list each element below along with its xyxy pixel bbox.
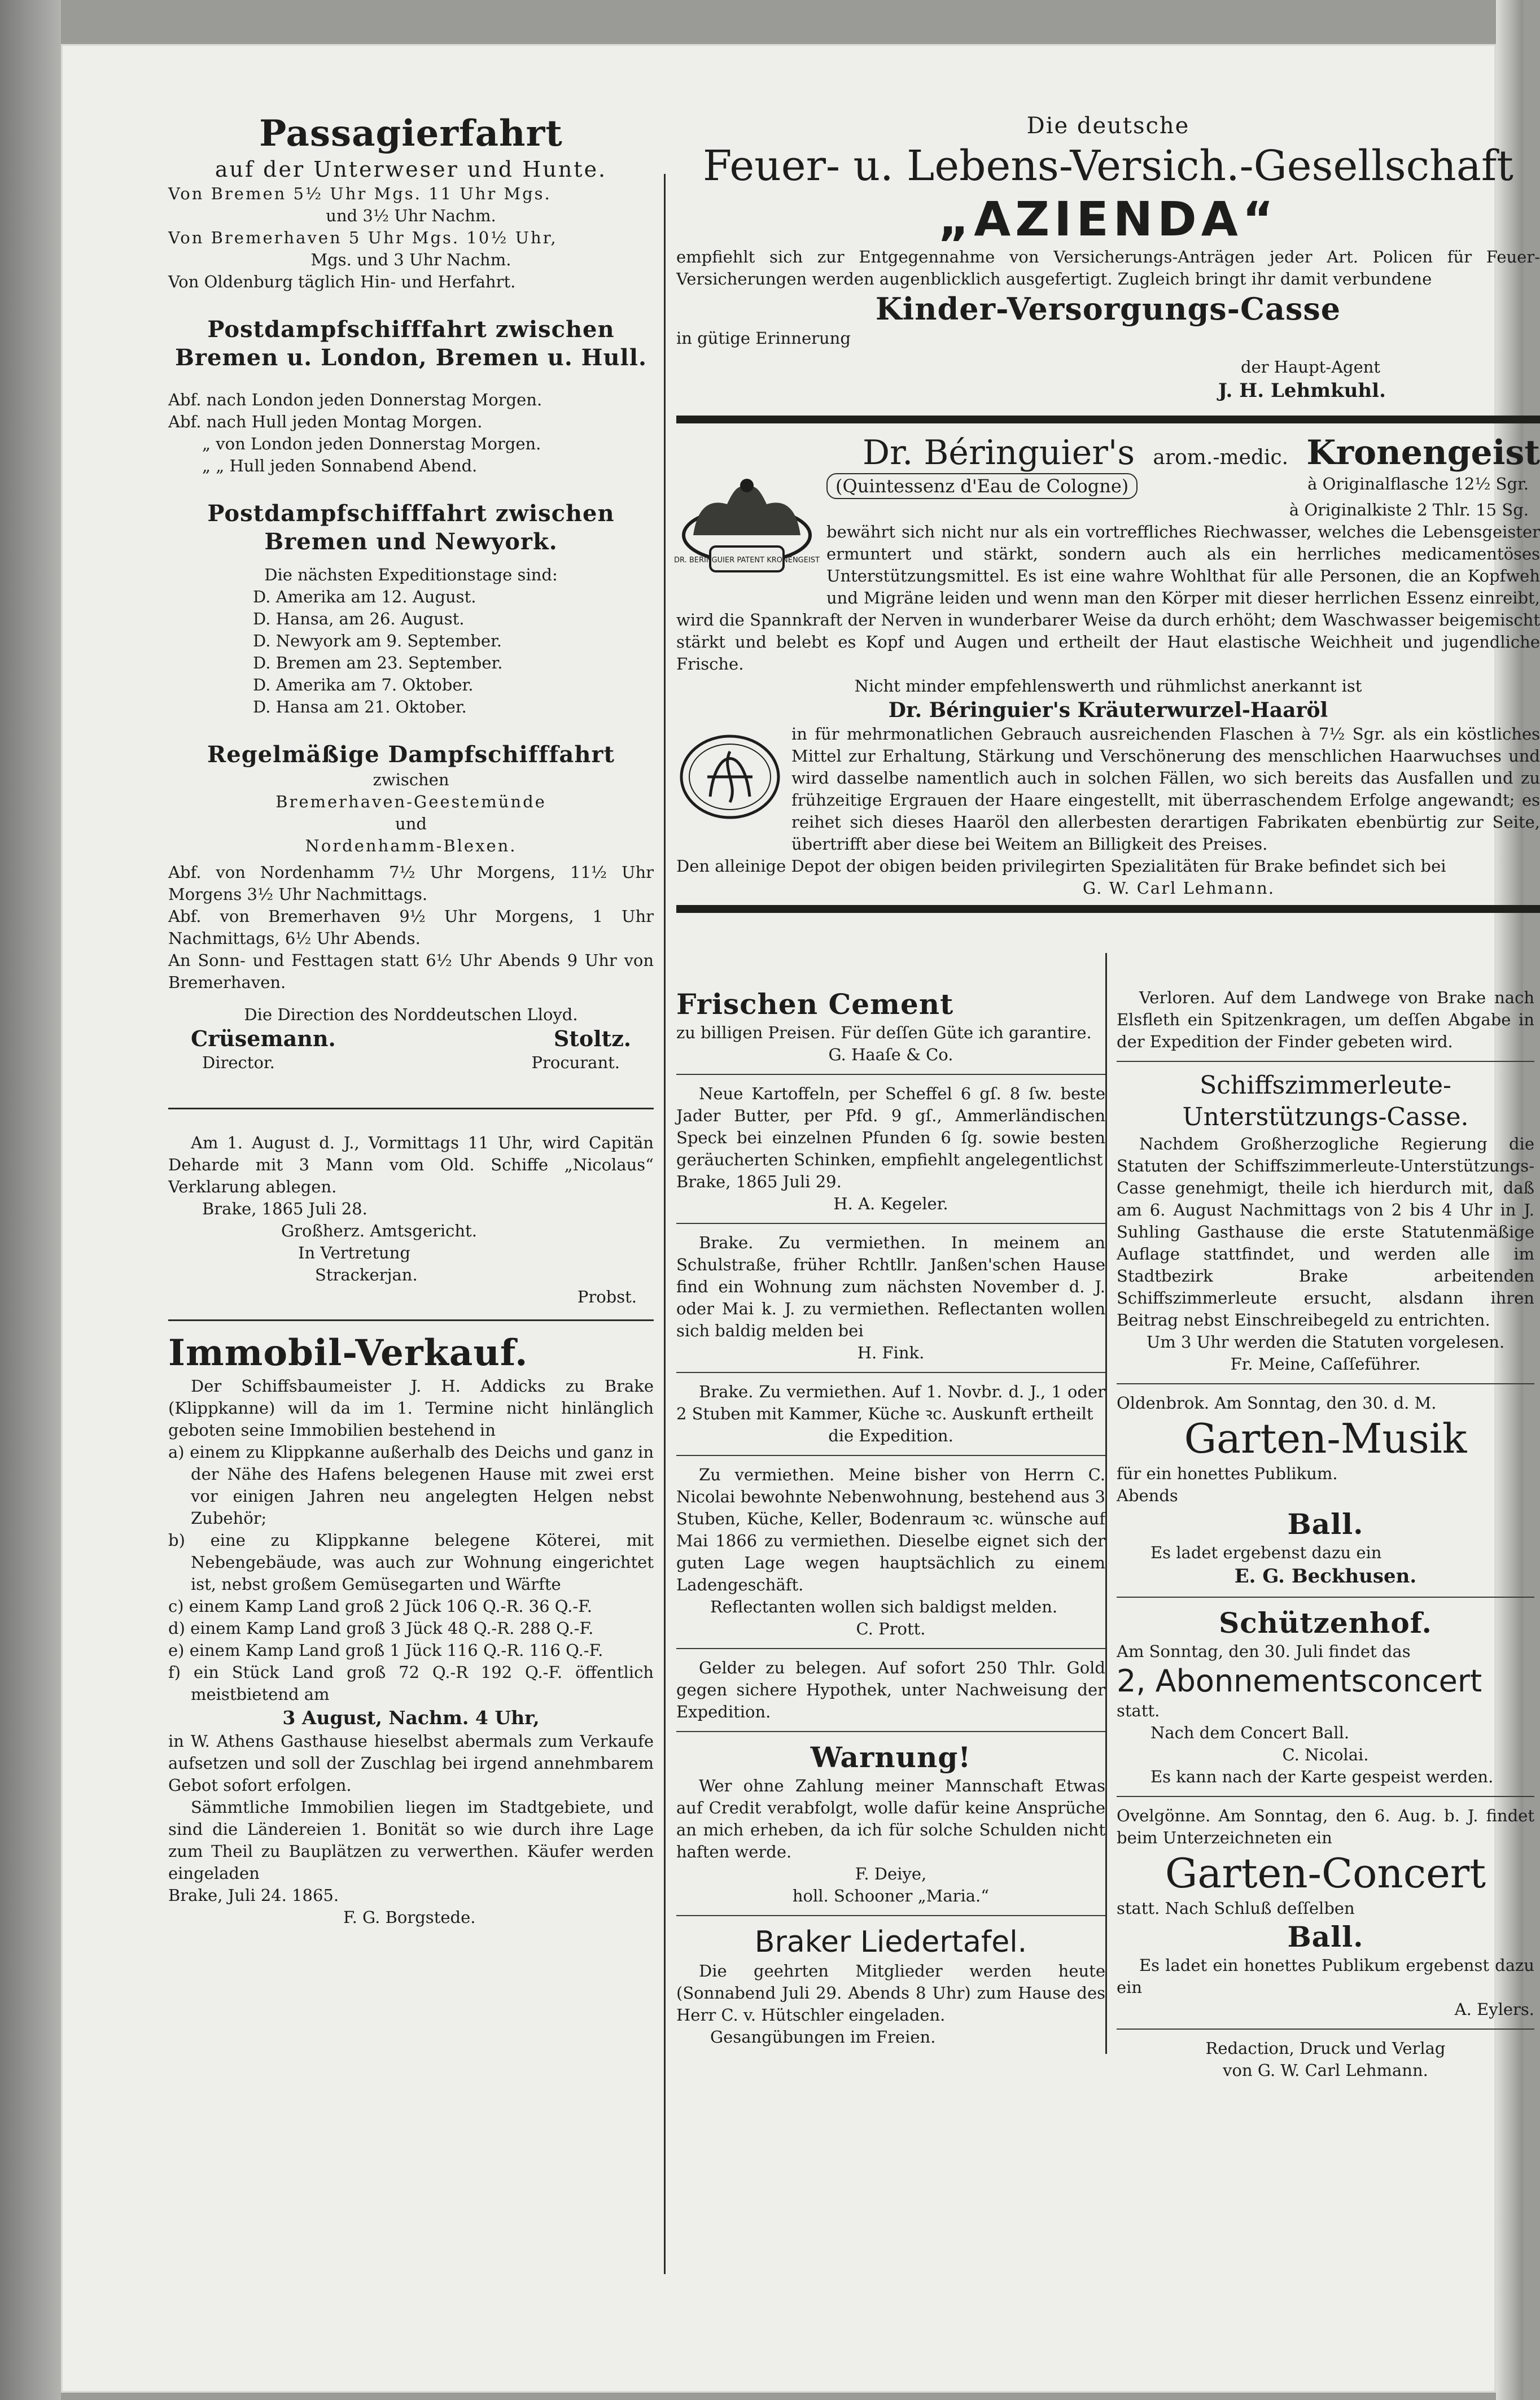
court-signer: Strackerjan. [315, 1265, 418, 1284]
garten-text: für ein honettes Publikum. [1117, 1464, 1338, 1483]
kronengeist-text2: in für mehrmonatlichen Gebrauch ausreichenden Flaschen à 7½ Sgr. als ein köstliches Mittel zur Erhaltung, Stärkung und Verschönerung des menschlichen Haarwuchses und wird dasselbe namentlich auch in solchen Fällen, wo sich bereits das Ausfallen und zu frühzeitige Ergrauen der Haare eingestellt, mit überraschendem Erfolge angewandt; es reihet sich dieses Haaröl den allerbesten derartigen Fabrikaten ebenbürtig zur Seite, übertrifft aber diese bei Weitem an Billigkeit des Preises. [791, 724, 1540, 854]
passagier-line: Mgs. und 3 Uhr Nachm. [310, 250, 511, 269]
newyork-intro: Die nächsten Expeditionstage sind: [264, 565, 558, 584]
regel-body: Abf. von Nordenhamm 7½ Uhr Morgens, 11½ Uhr Morgens 3½ Uhr Nachmittags. [168, 863, 654, 904]
newyork-line: D. Hansa am 21. Oktober. [253, 697, 467, 716]
newyork-title: Postdampfschifffahrt zwischen Bremen und Newyork. [207, 500, 615, 555]
court-vertretung: In Vertretung [298, 1243, 410, 1262]
azienda-ad [676, 112, 1540, 922]
immobil-item: b) eine zu Klippkanne belegene Köterei, mit Nebengebäude, was auch zur Wohnung eingerichtet ist, nebst großem Gemüsegarten und Wärfte [168, 1531, 654, 1594]
immobil-date: 3 August, Nachm. 4 Uhr, [282, 1707, 540, 1729]
passagier-title: Passagierfahrt [259, 112, 563, 155]
schuetzen-title: Schützenhof. [1219, 1606, 1432, 1640]
passagier-ad [168, 112, 654, 293]
azienda-text: empfiehlt sich zur Entgegennahme von Versicherungs-Anträgen jeder Art. Policen für Feuer-Versicherungen werden augenblicklich ausgefertigt. Zugleich bringt ihr damit verbundene [676, 247, 1540, 288]
section-rule [676, 1648, 1105, 1649]
vermiethen-text: Zu vermiethen. Meine bisher von Herrn C. Nicolai bewohnte Nebenwohnung, bestehend aus 3 Stuben, Küche, Keller, Bodenraum ꝛc. wünsche auf Mai 1866 zu vermiethen. Dieselbe eignet sich der guten Lage wegen hauptsächlich zu einem Ladengeschäft. [676, 1465, 1105, 1594]
regel-line: Nordenhamm-Blexen. [305, 836, 517, 855]
schuetzen-note: Es kann nach der Karte gespeist werden. [1150, 1767, 1494, 1786]
crown-emblem-icon [674, 473, 820, 592]
immobil-item: a) einem zu Klippkanne außerhalb des Deichs und ganz in der Nähe des Hafens belegenen Hause mit zwei erst vor einigen Jahren neu angelegten Helgen nebst Zubehör; [168, 1442, 654, 1528]
passagier-line: Von Bremerhaven 5 Uhr Mgs. 10½ Uhr, [168, 228, 558, 247]
section-rule [676, 1731, 1105, 1732]
court-place: Brake, 1865 Juli 28. [202, 1199, 368, 1218]
immobil-sign: F. G. Borgstede. [343, 1908, 476, 1927]
immobil-title: Immobil-Verkauf. [168, 1332, 528, 1374]
garten-ball: Ball. [1287, 1507, 1364, 1541]
section-rule [168, 1108, 654, 1109]
passagier-line: Von Bremen 5½ Uhr Mgs. 11 Uhr Mgs. [168, 184, 552, 203]
vermiethen-sign: H. Fink. [857, 1343, 925, 1362]
immobil-place: Brake, Juli 24. 1865. [168, 1886, 339, 1905]
kronengeist-also: Nicht minder empfehlenswerth und rühmlichst anerkannt ist [854, 676, 1362, 696]
regel-line: Bremerhaven-Geestemünde [275, 792, 546, 811]
kronengeist-arom: arom.-medic. [1153, 446, 1289, 469]
immobil-after2: Sämmtliche Immobilien liegen im Stadtgebiete, und sind die Ländereien 1. Bonität so wie durch ihre Lage zum Theil zu Bauplätzen zu verwerthen. Käufer werden eingeladen [168, 1798, 654, 1883]
column-rule-left [664, 174, 666, 2274]
newyork-line: D. Newyork am 9. September. [253, 631, 502, 650]
london-line: Abf. nach Hull jeden Montag Morgen. [168, 412, 483, 431]
imprint-line: Redaction, Druck und Verlag [1205, 2039, 1446, 2058]
immobil-item: d) einem Kamp Land groß 3 Jück 48 Q.-R. 288 Q.-F. [168, 1619, 594, 1638]
regel-body: Abf. von Bremerhaven 9½ Uhr Morgens, 1 Uhr Nachmittags, 6½ Uhr Abends. [168, 907, 654, 948]
regel-title: Regelmäßige Dampfschifffahrt [207, 741, 615, 768]
ovel-ball: Ball. [1287, 1920, 1364, 1953]
immobil-item: f) ein Stück Land groß 72 Q.-R 192 Q.-F. öffentlich meistbietend am [168, 1663, 654, 1704]
heavy-rule [676, 905, 1540, 913]
schuetzen-concert: 2, Abonnementsconcert [1117, 1663, 1482, 1699]
section-rule [1117, 2029, 1534, 2030]
vermiethen-text: Reflectanten wollen sich baldigst melden. [710, 1597, 1058, 1616]
newyork-line: D. Amerika am 12. August. [253, 587, 476, 606]
section-rule [676, 1223, 1105, 1224]
immobil-item: c) einem Kamp Land groß 2 Jück 106 Q.-R. 36 Q.-F. [168, 1597, 592, 1616]
warnung-title: Warnung! [810, 1741, 972, 1774]
column-rule-right [1105, 953, 1107, 2054]
kronengeist-brand: Dr. Béringuier's [863, 433, 1135, 473]
kronengeist-depot-name: G. W. Carl Lehmann. [1083, 878, 1275, 898]
garten-place: Oldenbrok. Am Sonntag, den 30. d. M. [1117, 1393, 1437, 1413]
kronengeist-price2: à Originalkiste 2 Thlr. 15 Sg. [1289, 500, 1529, 519]
azienda-pre: Die deutsche [1026, 113, 1190, 139]
newyork-line: D. Amerika am 7. Oktober. [253, 675, 474, 694]
regel-sign-intro: Die Direction des Norddeutschen Lloyd. [244, 1005, 578, 1024]
warnung-text: Wer ohne Zahlung meiner Mannschaft Etwas auf Credit verabfolgt, wolle dafür keine Ansprüche an mich erheben, da ich für solche Schulden nicht haften werde. [676, 1776, 1105, 1861]
court-text: Am 1. August d. J., Vormittags 11 Uhr, wird Capitän Deharde mit 3 Mann vom Old. Schiffe „Nicolaus“ Verklarung ablegen. [168, 1133, 654, 1196]
cement-text: zu billigen Preisen. Für deſſen Güte ich garantire. [676, 1023, 1092, 1042]
section-rule [168, 1319, 654, 1321]
signature-role: Director. [202, 1053, 275, 1072]
azienda-company: Feuer- u. Lebens-Versich.-Gesellschaft [703, 142, 1513, 190]
signature-role: Procurant. [531, 1053, 620, 1072]
kasse-sign: Fr. Meine, Caſſeführer. [1230, 1354, 1421, 1374]
kronengeist-price1: à Originalflasche 12½ Sgr. [1307, 474, 1529, 493]
garten-sign: E. G. Beckhusen. [1234, 1565, 1417, 1588]
kartoffeln-place: Brake, 1865 Juli 29. [676, 1172, 842, 1191]
vermiethen-sign: C. Prott. [856, 1619, 926, 1638]
ovel-intro: Ovelgönne. Am Sonntag, den 6. Aug. b. J. findet beim Unterzeichneten ein [1117, 1806, 1534, 1847]
newyork-ad [168, 500, 654, 718]
azienda-after: in gütige Erinnerung [676, 329, 851, 348]
passagier-line: und 3½ Uhr Nachm. [326, 206, 496, 225]
newspaper-page [61, 44, 1540, 2393]
london-line: „ „ Hull jeden Sonnabend Abend. [202, 456, 478, 475]
kronengeist-product2: Dr. Béringuier's Kräuterwurzel-Haaröl [888, 698, 1328, 722]
section-rule [676, 1372, 1105, 1373]
azienda-kasse: Kinder-Versorgungs-Casse [875, 291, 1341, 327]
schuetzen-sign: C. Nicolai. [1282, 1745, 1369, 1764]
binding-shadow [0, 0, 61, 2400]
kartoffeln-text: Neue Kartoffeln, per Scheffel 6 gſ. 8 ſw. beste Jader Butter, per Pfd. 9 gſ., Ammerländischen Speck bei einzelnen Pfunden 6 ſg. sowie besten geräucherten Schinken, empfiehlt angelegentlichst [676, 1084, 1105, 1169]
london-line: „ von London jeden Donnerstag Morgen. [202, 434, 541, 453]
immobil-ad [168, 1331, 654, 1929]
regel-line: und [395, 814, 427, 833]
vermiethen-text: Brake. Zu vermiethen. In meinem an Schulstraße, früher Rchtllr. Janßen'schen Hause find ein Wohnung zum nächsten November d. J. oder Mai k. J. zu vermiethen. Reflectanten wollen sich baldig melden bei [676, 1233, 1105, 1340]
kartoffeln-sign: H. A. Kegeler. [833, 1194, 948, 1213]
verloren-text: Verloren. Auf dem Landwege von Brake nach Elsfleth ein Spitzenkragen, um deſſen Abgabe in der Expedition der Finder gebeten wird. [1117, 988, 1534, 1051]
immobil-item: e) einem Kamp Land groß 1 Jück 116 Q.-R. 116 Q.-F. [168, 1641, 603, 1660]
section-rule [676, 1455, 1105, 1456]
left-column [168, 112, 654, 1929]
gelder-text: Gelder zu belegen. Auf sofort 250 Thlr. Gold gegen sichere Hypothek, unter Nachweisung der Expedition. [676, 1658, 1105, 1721]
cement-title: Frischen Cement [676, 987, 954, 1021]
liedertafel-text: Die geehrten Mitglieder werden heute (Sonnabend Juli 29. Abends 8 Uhr) zum Hause des Herr C. v. Hütschler eingeladen. [676, 1961, 1105, 2025]
cement-sign: G. Haaſe & Co. [828, 1045, 953, 1064]
section-rule [1117, 1383, 1534, 1384]
london-ad [168, 316, 654, 477]
immobil-after: in W. Athens Gasthause hieselbst abermals zum Verkaufe aufsetzen und soll der Zuschlag bei irgend annehmbarem Gebot sofort erfolgen. [168, 1732, 654, 1795]
right-column [1117, 987, 1534, 2082]
section-rule [676, 1915, 1105, 1916]
crown-label-text: DR. BERINGUIER PATENT KRONENGEIST [674, 556, 820, 565]
middle-column [676, 987, 1105, 2048]
vermiethen-text: Brake. Zu vermiethen. Auf 1. Novbr. d. J., 1 oder 2 Stuben mit Kammer, Küche ꝛc. Auskunft ertheilt [676, 1382, 1105, 1423]
ovel-invite: Es ladet ein honettes Publikum ergebenst dazu ein [1117, 1956, 1534, 1997]
section-rule [1117, 1796, 1534, 1797]
regel-body: An Sonn- und Festtagen statt 6½ Uhr Abends 9 Uhr von Bremerhaven. [168, 951, 654, 992]
kasse-title: Schiffszimmerleute-Unterstützungs-Casse. [1182, 1071, 1469, 1131]
schuetzen-statt: statt. [1117, 1701, 1160, 1720]
section-rule [1117, 1061, 1534, 1062]
azienda-name: „AZIENDA“ [938, 191, 1278, 247]
signature-name: Stoltz. [553, 1026, 631, 1051]
garten-invite: Es ladet ergebenst dazu ein [1150, 1543, 1382, 1562]
schuetzen-intro: Am Sonntag, den 30. Juli findet das [1117, 1642, 1411, 1661]
newyork-line: D. Bremen am 23. September. [253, 653, 503, 672]
imprint-line: von G. W. Carl Lehmann. [1223, 2061, 1428, 2080]
newyork-line: D. Hansa, am 26. August. [253, 609, 465, 628]
vermiethen-sign: die Expedition. [828, 1426, 953, 1445]
signature-name: Crüsemann. [191, 1026, 336, 1051]
garten-abends: Abends [1117, 1486, 1178, 1505]
section-rule [676, 1074, 1105, 1075]
ovel-sign: A. Eylers. [1454, 2000, 1534, 2019]
kronengeist-depot: Den alleinige Depot der obigen beiden privilegirten Spezialitäten für Brake befindet sich bei [676, 856, 1446, 876]
passagier-subtitle: auf der Unterweser und Hunte. [215, 157, 607, 182]
ovel-statt: statt. Nach Schluß deſſelben [1117, 1899, 1355, 1918]
azienda-agent: der Haupt-Agent [1241, 357, 1381, 377]
monogram-seal-icon [676, 723, 784, 830]
london-title: Postdampfschifffahrt zwischen Bremen u. London, Bremen u. Hull. [175, 316, 647, 371]
kronengeist-quint: (Quintessenz d'Eau de Cologne) [826, 473, 1138, 499]
passagier-line: Von Oldenburg täglich Hin- und Herfahrt. [168, 272, 516, 291]
court-name: Großherz. Amtsgericht. [281, 1221, 477, 1240]
schuetzen-after: Nach dem Concert Ball. [1150, 1723, 1350, 1742]
azienda-agent-name: J. H. Lehmkuhl. [1218, 379, 1386, 402]
kronengeist-ad [676, 432, 1540, 899]
heavy-rule [676, 416, 1540, 423]
warnung-sign: F. Deiye, [855, 1864, 927, 1883]
kronengeist-text: bewährt sich nicht nur als ein vortreffliches Riechwasser, welches die Lebensgeister ermuntert und stärkt, sondern auch als ein herrliches medicamentöses Unterstützungsmittel. Es ist eine wahre Wohlthat für alle Personen, die an Kopfweh und Migräne leiden und wenn man den Körper mit dieser herrlichen Essenz einreibt, wird die Spannkraft der Nerven in wunderbarer Weise da durch erhöht; dem Waschwasser beigemischt stärkt und belebt es Kopf und Augen und ertheilt der Haut elastische Weichheit und jugendliche Frische. [676, 522, 1540, 674]
liedertafel-text: Gesangübungen im Freien. [710, 2027, 936, 2047]
kronengeist-product: Kronengeist [1306, 433, 1540, 473]
kasse-text: Um 3 Uhr werden die Statuten vorgelesen. [1146, 1332, 1505, 1352]
court-notice [168, 1132, 654, 1308]
section-rule [1117, 1597, 1534, 1598]
regel-line: zwischen [373, 770, 449, 789]
garten-title: Garten-Musik [1184, 1415, 1467, 1462]
london-line: Abf. nach London jeden Donnerstag Morgen. [168, 390, 542, 409]
kasse-text: Nachdem Großherzogliche Regierung die Statuten der Schiffszimmerleute-Unterstützungs-Casse genehmigt, theile ich hierdurch mit, daß am 6. August Nachmittags von 2 bis 4 Uhr in J. Suhling Gasthause die erste Statutenmäßige Auflage stattfindet, und werden alle im Stadtbezirk Brake arbeitenden Schiffszimmerleute ersucht, alsdann ihren Beitrag nebst Einschreibegeld zu entrichten. [1117, 1134, 1534, 1330]
ovel-title: Garten-Concert [1165, 1850, 1486, 1897]
court-signer: Probst. [577, 1287, 637, 1306]
regel-ad [168, 741, 654, 1074]
warnung-sign: holl. Schooner „Maria.“ [792, 1886, 990, 1905]
liedertafel-title: Braker Liedertafel. [754, 1925, 1027, 1959]
immobil-intro: Der Schiffsbaumeister J. H. Addicks zu Brake (Klippkanne) will da im 1. Termine nicht hinlänglich geboten seine Immobilien bestehend in [168, 1376, 654, 1440]
